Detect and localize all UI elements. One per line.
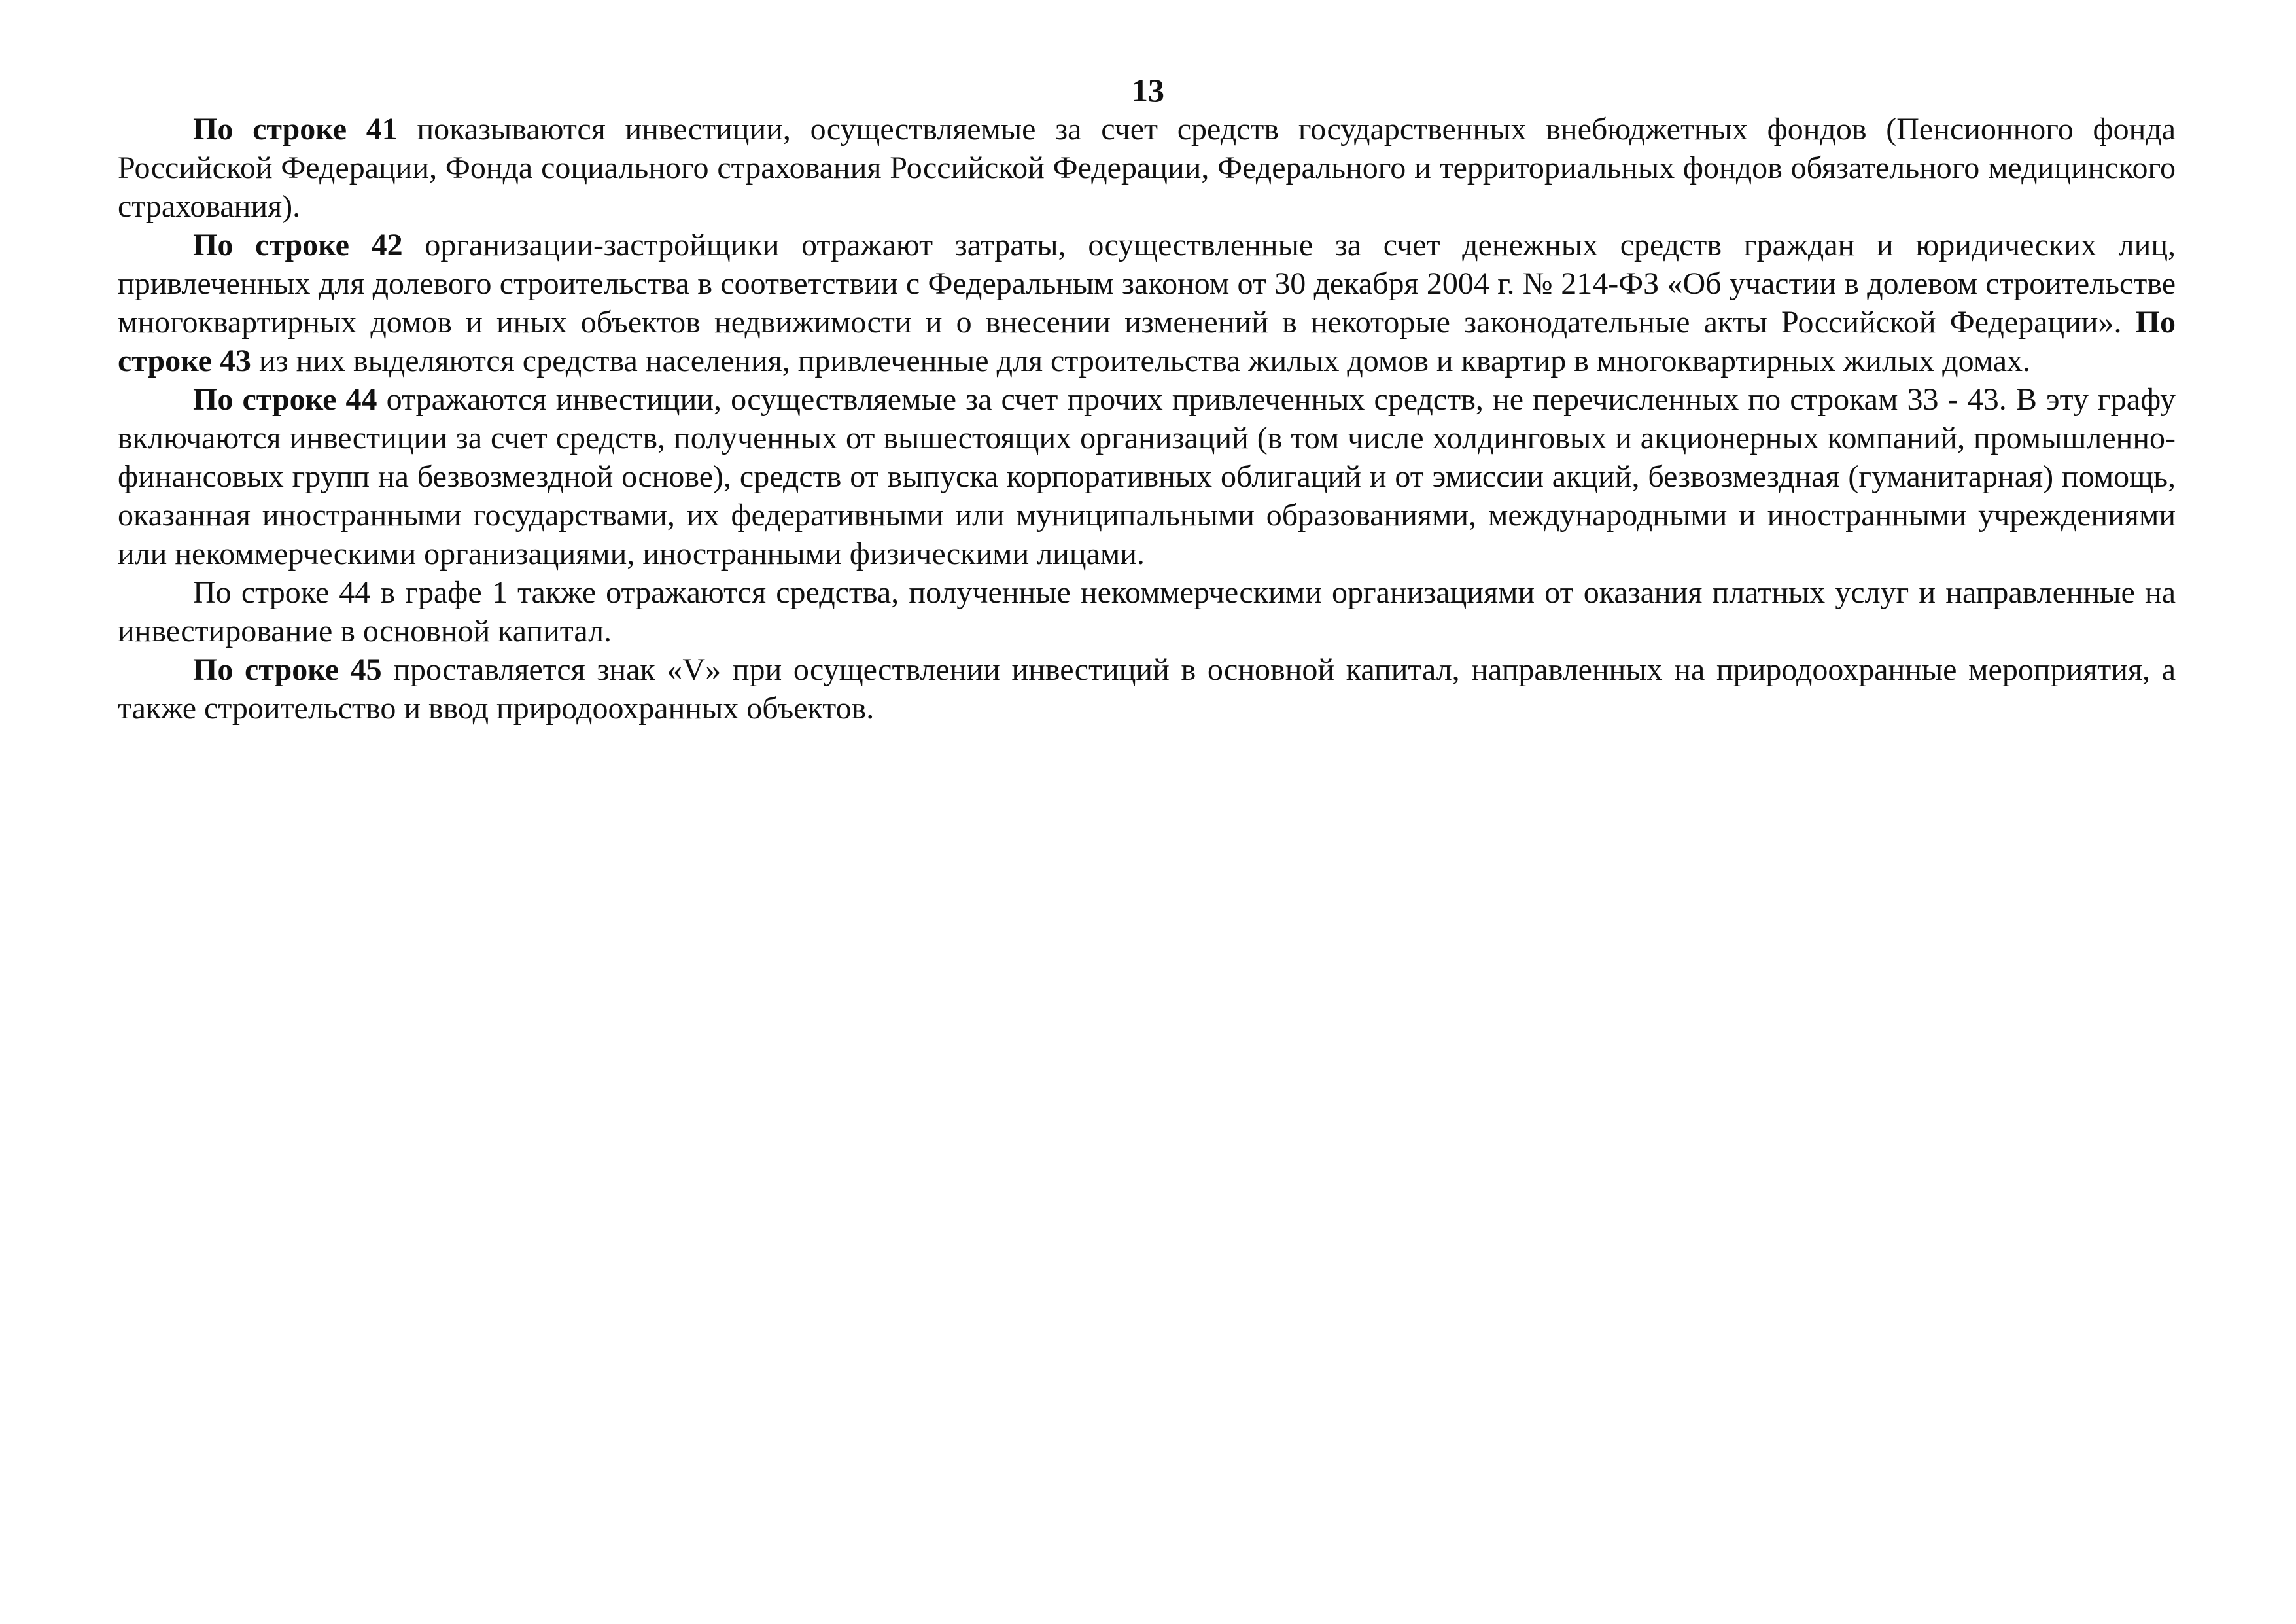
line-reference-bold: По строке 41: [193, 112, 398, 147]
paragraph-text: организации-застройщики отражают затраты, осуществленные за счет денежных средств граждан и юридических лиц, привлеченных для долевого строительства в соответствии с Федеральным законом от 30 декабря 2004 г. № 214-ФЗ «Об участии в долевом строительстве многоквартирных домов и иных объектов недвижимости и о внесении изменений в некоторые законодательные акты Российской Федерации».: [118, 228, 2176, 340]
paragraph-line-42: [118, 226, 2176, 380]
paragraph-line-45: [118, 650, 2176, 728]
page-number: 13: [1132, 72, 1164, 109]
paragraph-line-44: [118, 380, 2176, 573]
line-reference-bold: По строке 44: [193, 382, 377, 417]
paragraph-text: По строке 44 в графе 1 также отражаются средства, полученные некоммерческими организациями от оказания платных услуг и направленные на инвестирование в основной капитал.: [118, 575, 2176, 648]
document-body: [118, 110, 2176, 728]
paragraph-line-41: [118, 110, 2176, 226]
line-reference-bold: По строке 45: [193, 652, 382, 687]
paragraph-line-44-column-1: [118, 573, 2176, 650]
paragraph-text: отражаются инвестиции, осуществляемые за счет прочих привлеченных средств, не перечисленных по строкам 33 - 43. В эту графу включаются инвестиции за счет средств, полученных от вышестоящих организаций (в том числе холдинговых и акционерных компаний, промышленно-финансовых групп на безвозмездной основе), средств от выпуска корпоративных облигаций и от эмиссии акций, безвозмездная (гуманитарная) помощь, оказанная иностранными государствами, их федеративными или муниципальными образованиями, международными и иностранными учреждениями или некоммерческими организациями, иностранными физическими лицами.: [118, 382, 2176, 571]
paragraph-text: проставляется знак «V» при осуществлении инвестиций в основной капитал, направленных на природоохранные мероприятия, а также строительство и ввод природоохранных объектов.: [118, 652, 2176, 726]
line-reference-bold: По строке 43: [118, 305, 2176, 378]
paragraph-text: из них выделяются средства населения, привлеченные для строительства жилых домов и квартир в многоквартирных жилых домах.: [251, 344, 2031, 378]
paragraph-text: показываются инвестиции, осуществляемые за счет средств государственных внебюджетных фондов (Пенсионного фонда Российской Федерации, Фонда социального страхования Российской Федерации, Федерального и территориальных фондов обязательного медицинского страхования).: [118, 112, 2176, 224]
line-reference-bold: По строке 42: [193, 228, 403, 262]
